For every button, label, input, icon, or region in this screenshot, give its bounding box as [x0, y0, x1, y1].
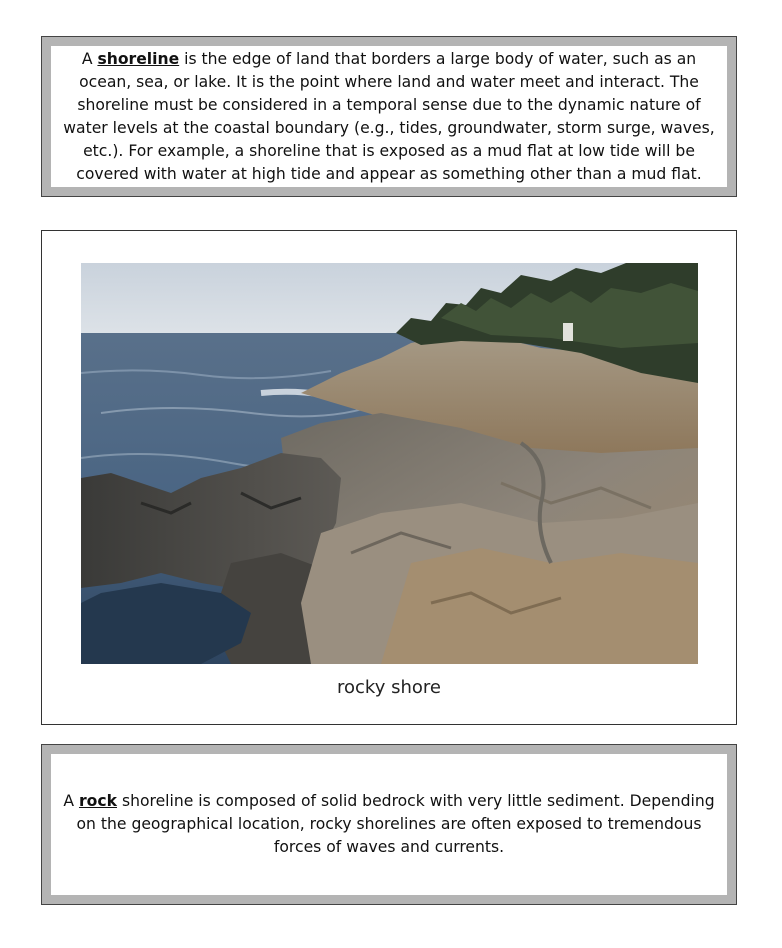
shoreline-definition-card — [41, 36, 737, 197]
rock-term: rock — [78, 792, 118, 810]
rock-article: A — [63, 792, 79, 810]
shoreline-definition-panel — [51, 46, 727, 187]
rocky-shore-photo — [81, 263, 698, 664]
shoreline-article: A — [81, 49, 98, 68]
rocky-shore-photo-card — [41, 230, 737, 725]
shoreline-definition-body: is the edge of land that borders a large body of water, such as an ocean, sea, or lake. It is the point where land and water meet and interact. The shoreline must be considered in a temporal sense due to the dynamic nature of water levels at the coastal boundary (e.g., tides, groundwater, storm surge, waves, etc.). For example, a shoreline that is exposed as a mud flat at low tide will be covered with water at high tide and appear as something other than a mud flat. — [63, 49, 715, 183]
rock-definition-text — [51, 790, 727, 859]
shoreline-term: shoreline — [97, 49, 180, 68]
shoreline-definition-text — [51, 48, 727, 186]
rock-definition-panel — [51, 754, 727, 895]
rock-shoreline-definition-card — [41, 744, 737, 905]
rock-definition-body: shoreline is composed of solid bedrock with very little sediment. Depending on the geographical location, rocky shorelines are often exposed to tremendous forces of waves and currents. — [76, 792, 715, 856]
photo-caption: rocky shore — [337, 677, 441, 698]
